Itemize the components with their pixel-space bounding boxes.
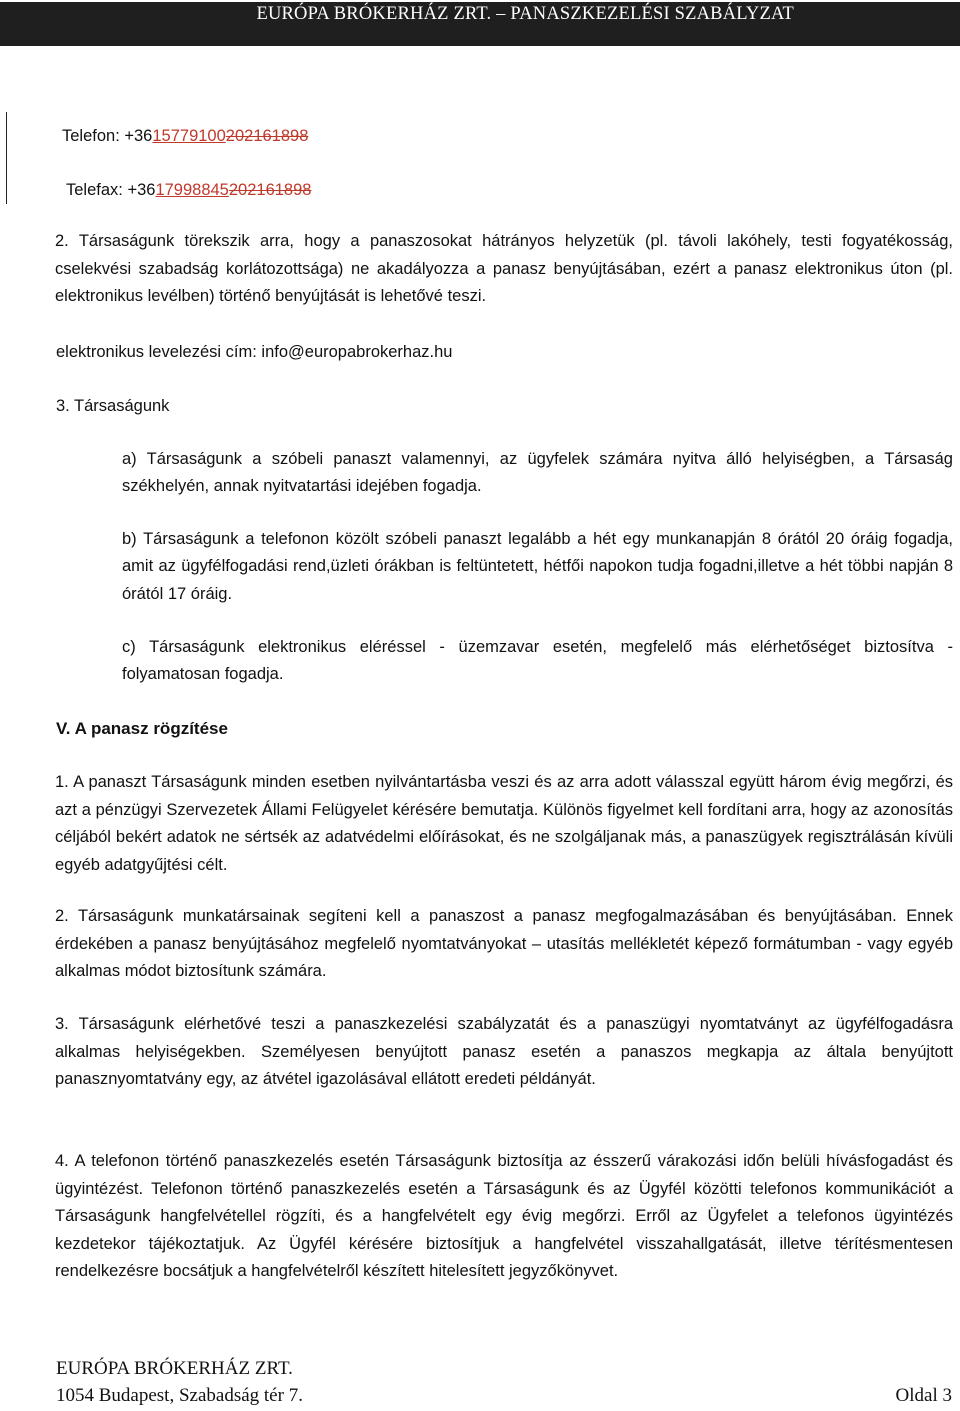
section-paragraph-1: 1. A panaszt Társaságunk minden esetben nyilvántartásba veszi és az arra adott válasszal együtt három évig megőrzi, és azt a pénzügyi Szervezetek Állami Felügyelet kérésére bemutatja. Különös figyelmet kell fordítani arra, hogy az azonosítás céljából bekért adatok ne sértsék az adatvédelmi előírásokat, és ne szolgáljanak más, a panaszügyek regisztrálásán kívüli egyéb adatgyűjtési célt.: [55, 773, 953, 874]
item-3a: a) Társaságunk a szóbeli panaszt valamennyi, az ügyfelek számára nyitva álló helyiségben, a Társaság székhelyén, annak nyitvatartási idejében fogadja.: [122, 450, 953, 496]
section-heading: V. A panasz rögzítése: [56, 719, 228, 738]
item-3-title: 3. Társaságunk: [56, 397, 170, 415]
fax-inserted-number: 17998845: [155, 181, 229, 199]
section-paragraph-4: 4. A telefonon történő panaszkezelés esetén Társaságunk biztosítja az ésszerű várakozási időn belüli hívásfogadást és ügyintézést. Telefonon történő panaszkezelés esetén a Társaságunk és az Ügyfél közötti telefonos kommunikációt a Társaságunk hangfelvétellel rögzíti, és a hangfelvételt egy évig megőrzi. Erről az Ügyfelet a telefonos ügyintézés kezdetekor tájékoztatjuk. Az Ügyfél kérésére biztosítjuk a hangfelvétel visszahallgatását, illetve térítésmentesen rendelkezésre bocsátjuk a hangfelvételről készített hitelesített jegyzőkönyvet.: [55, 1152, 953, 1281]
email-address-line: elektronikus levelezési cím: info@europabrokerhaz.hu: [56, 343, 453, 361]
item-3b: b) Társaságunk a telefonon közölt szóbeli panaszt legalább a hét egy munkanapján 8 órától 20 óráig fogadja, amit az ügyfélfogadási rend,üzleti órákban is feltüntetett, hétfői napokon tudja fogadni,illetve a hét többi napján 8 órától 17 óráig.: [122, 530, 953, 603]
phone-inserted-number: 15779100: [152, 127, 226, 145]
revision-change-bar: [6, 112, 7, 204]
page-header: [0, 2, 960, 46]
footer-company: EURÓPA BRÓKERHÁZ ZRT.: [56, 1358, 293, 1379]
phone-line: [62, 123, 308, 150]
fax-line: [66, 177, 311, 204]
section-paragraph-3: 3. Társaságunk elérhetővé teszi a panaszkezelési szabályzatát és a panaszügyi nyomtatványt az ügyfélfogadásra alkalmas helyiségekben. Személyesen benyújtott panasz esetén a panaszos megkapja az általa benyújtott panasznyomtatvány egy, az átvétel igazolásával ellátott eredeti példányát.: [55, 1015, 953, 1089]
header-title: EURÓPA BRÓKERHÁZ ZRT. – PANASZKEZELÉSI SZABÁLYZAT: [256, 4, 794, 24]
fax-deleted-number: 202161898: [228, 181, 312, 199]
footer-page-number: Oldal 3: [895, 1385, 952, 1406]
phone-label: Telefon: +36: [62, 127, 153, 145]
footer-address: 1054 Budapest, Szabadság tér 7.: [56, 1385, 303, 1406]
section-paragraph-2: 2. Társaságunk munkatársainak segíteni kell a panaszost a panasz megfogalmazásában és benyújtásában. Ennek érdekében a panasz benyújtásához megfelelő nyomtatványokat – utasítás mellékletét képező formátumban - vagy egyéb alkalmas módot biztosítunk számára.: [55, 907, 953, 981]
phone-deleted-number: 202161898: [225, 127, 309, 145]
item-3c: c) Társaságunk elektronikus eléréssel - üzemzavar esetén, megfelelő más elérhetőséget biztosítva - folyamatosan fogadja.: [122, 638, 953, 684]
paragraph-item-2: 2. Társaságunk törekszik arra, hogy a panaszosokat hátrányos helyzetük (pl. távoli lakóhely, testi fogyatékosság, cselekvési szabadság korlátozottsága) ne akadályozza a panasz benyújtásában, ezért a panasz elektronikus úton (pl. elektronikus levélben) történő benyújtását is lehetővé teszi.: [55, 232, 953, 306]
fax-label: Telefax: +36: [66, 181, 156, 199]
